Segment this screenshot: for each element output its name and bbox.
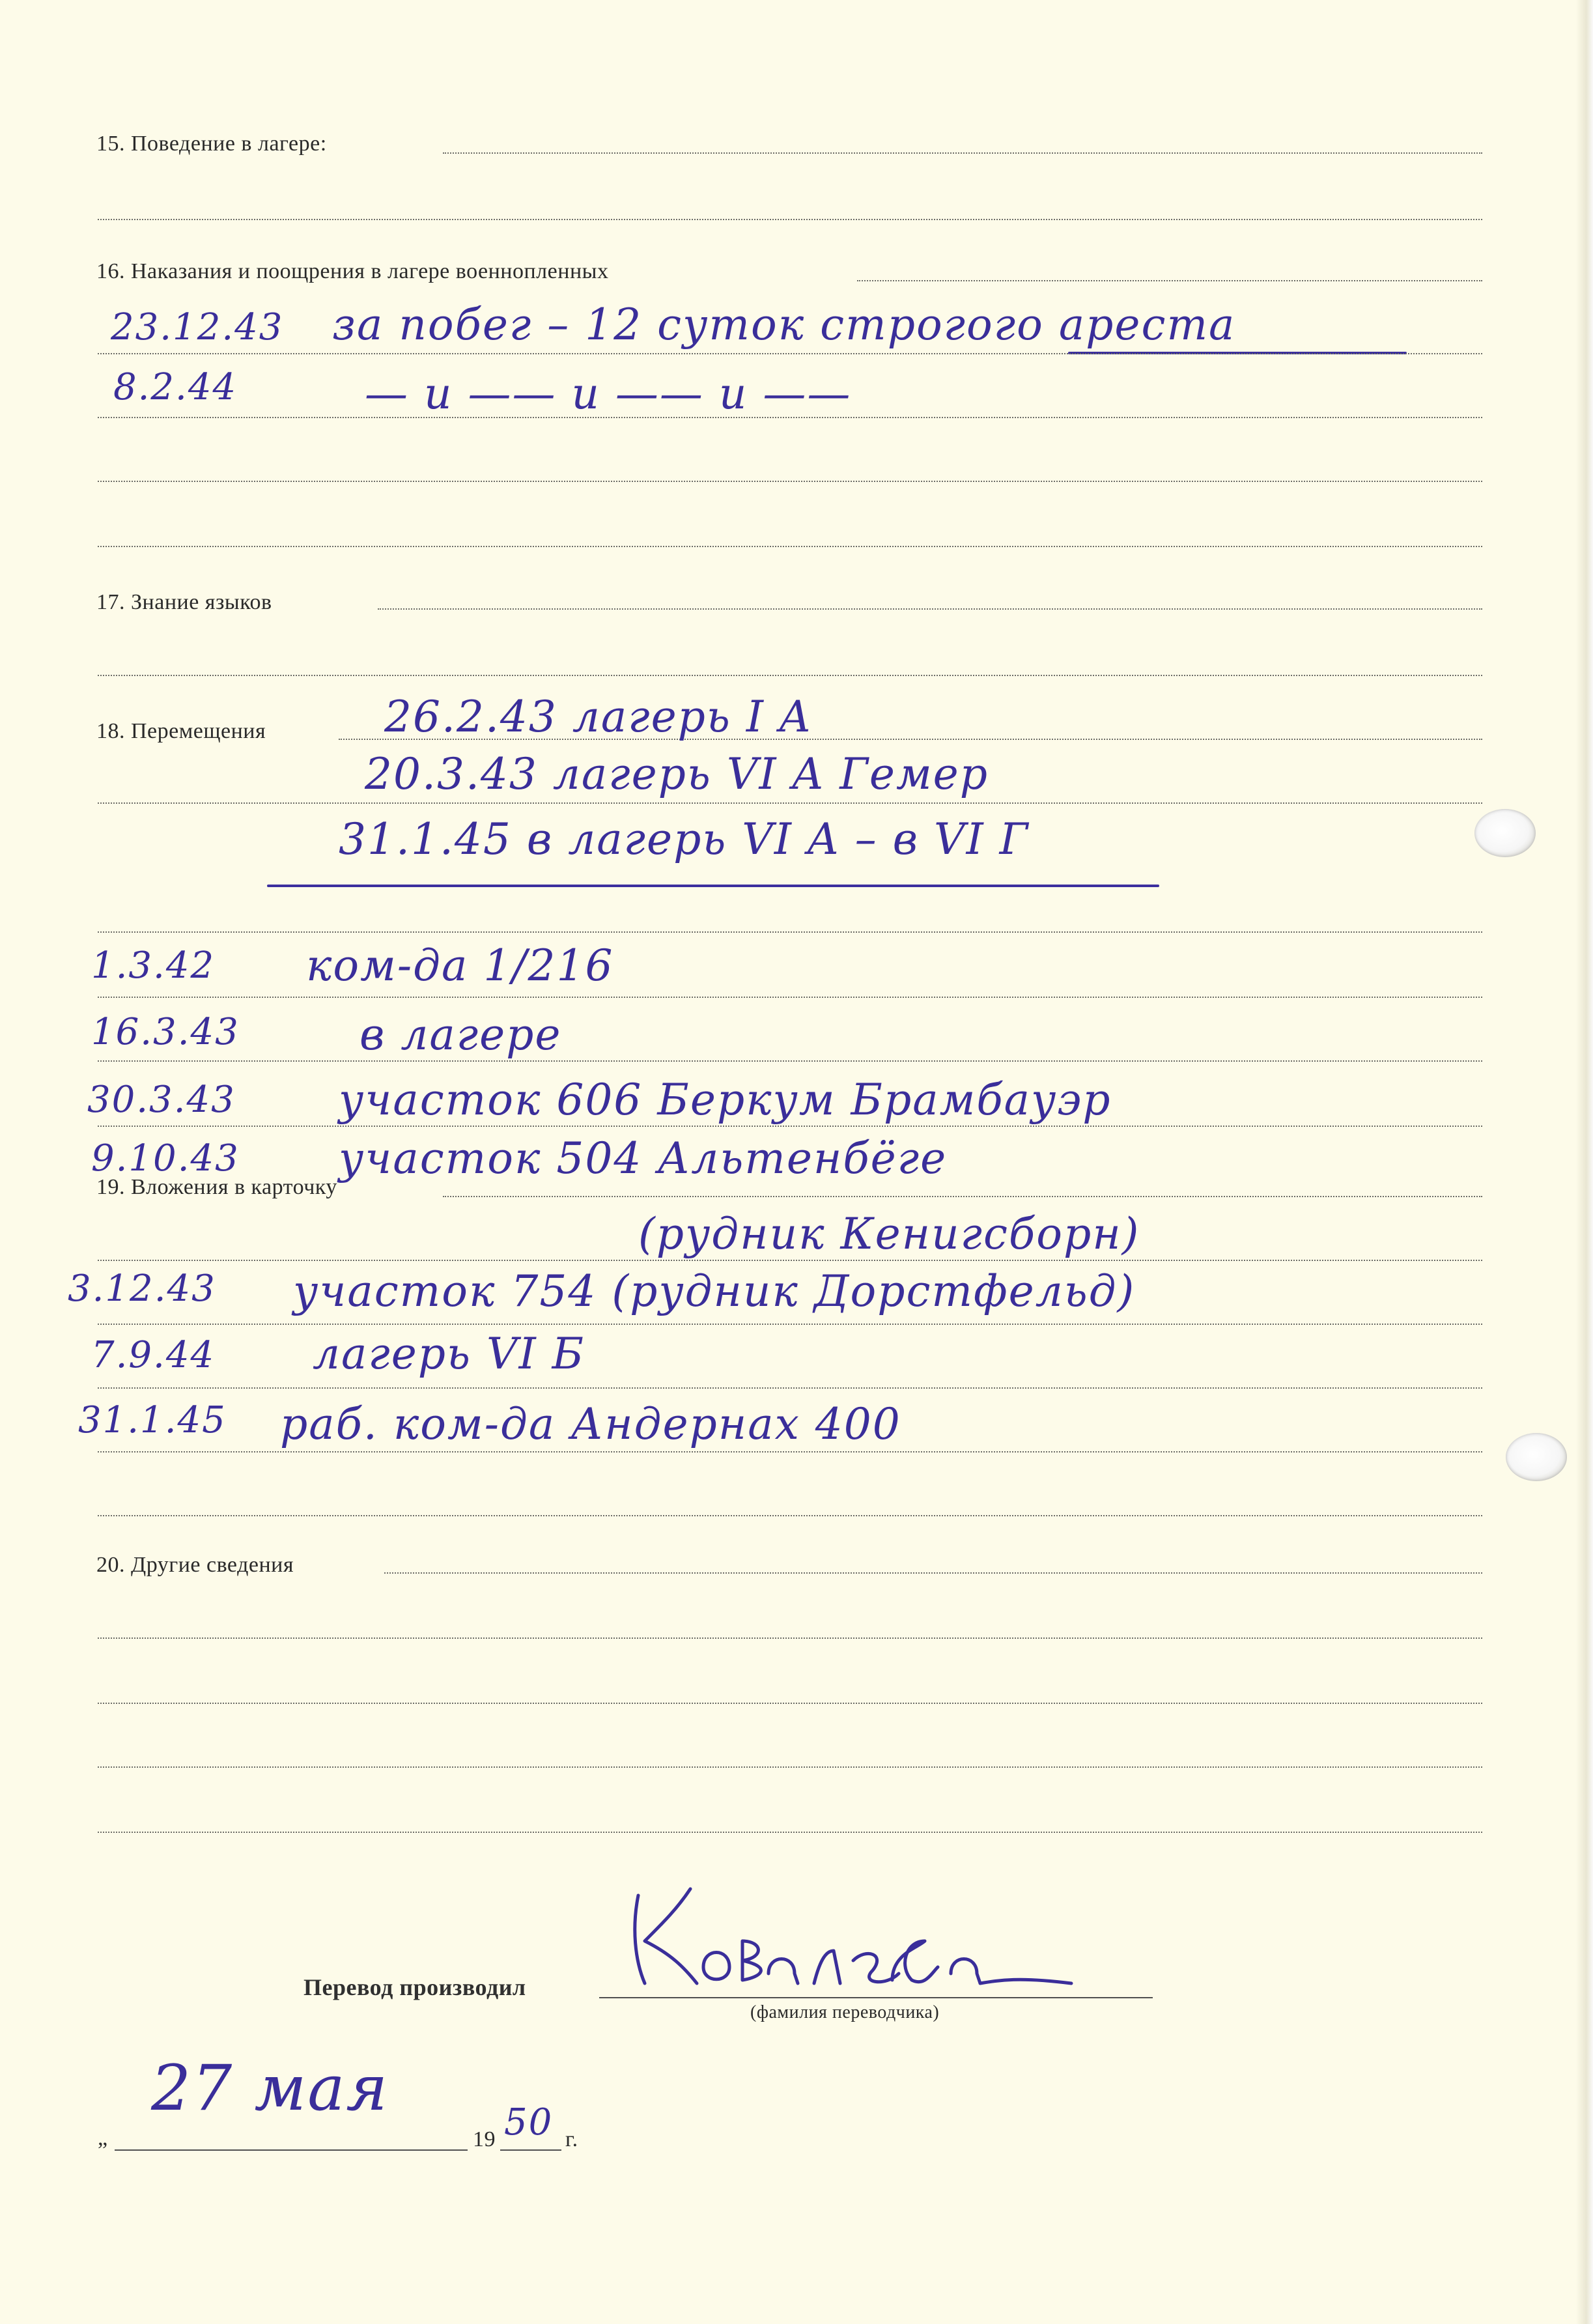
field-17-rule xyxy=(378,608,1482,610)
field-20-rule xyxy=(384,1572,1482,1574)
field-19-rule-4 xyxy=(98,1387,1482,1389)
work-entry-1-date: 1.3.42 xyxy=(91,944,216,987)
work-entry-6-text: участок 754 (рудник Дорстфельд) xyxy=(293,1266,1136,1316)
field-19-rule-5 xyxy=(98,1451,1482,1452)
work-entry-7-text: лагерь VI Б xyxy=(313,1329,585,1379)
work-entry-6-date: 3.12.43 xyxy=(68,1268,216,1310)
field-18-rule-4 xyxy=(98,997,1482,998)
work-entry-3-text: участок 606 Беркум Брамбауэр xyxy=(339,1075,1112,1125)
page-edge-shadow xyxy=(1576,0,1593,2324)
field-16-rule-3 xyxy=(98,417,1482,418)
field-16-rule-5 xyxy=(98,546,1482,547)
field-16-rule-2 xyxy=(98,353,1482,354)
field-15-label: 15. Поведение в лагере: xyxy=(96,132,327,156)
translator-signature xyxy=(619,1869,1075,2000)
work-entry-3-date: 30.3.43 xyxy=(87,1079,236,1121)
field-16-rule xyxy=(857,280,1482,281)
field-18-entry-2: 20.3.43 лагерь VI A Гемер xyxy=(365,749,989,799)
work-entry-5-text: (рудник Кенигсборн) xyxy=(638,1209,1140,1259)
work-entry-2-date: 16.3.43 xyxy=(91,1011,240,1053)
field-18-rule-2 xyxy=(98,802,1482,804)
field-16-entry-1-text: за побег – 12 суток строгого ареста xyxy=(332,300,1236,350)
field-16-entry-2-date: 8.2.44 xyxy=(113,366,238,408)
field-20-label: 20. Другие сведения xyxy=(96,1553,294,1577)
field-20-rule-4 xyxy=(98,1766,1482,1768)
field-18-rule-6 xyxy=(98,1126,1482,1127)
work-entry-4-text: участок 504 Альтенбёге xyxy=(339,1133,948,1183)
translator-caption: (фамилия переводчика) xyxy=(750,2002,940,2022)
work-entry-7-date: 7.9.44 xyxy=(91,1334,216,1376)
field-16-label: 16. Наказания и поощрения в лагере военнопленных xyxy=(96,259,609,283)
work-entry-4-date: 9.10.43 xyxy=(91,1137,240,1180)
date-rule xyxy=(115,2149,468,2151)
field-15-rule xyxy=(443,152,1482,154)
work-entry-1-text: ком-да 1/216 xyxy=(306,941,614,991)
punch-hole-bottom xyxy=(1506,1433,1567,1481)
field-19-rule-3 xyxy=(98,1324,1482,1325)
date-year-prefix: 19 xyxy=(473,2127,496,2151)
field-20-rule-2 xyxy=(98,1637,1482,1639)
field-18-closing-line xyxy=(267,885,1159,887)
field-18-entry-1: 26.2.43 лагерь I A xyxy=(384,692,812,742)
field-19-rule-2 xyxy=(98,1260,1482,1261)
field-19-rule-6 xyxy=(98,1515,1482,1516)
date-open-quote: „ xyxy=(98,2126,108,2150)
date-year-rule xyxy=(500,2149,561,2151)
work-entry-2-text: в лагере xyxy=(359,1010,562,1060)
field-17-label: 17. Знание языков xyxy=(96,590,272,614)
field-19-label: 19. Вложения в карточку xyxy=(96,1175,337,1199)
field-18-rule-3 xyxy=(98,931,1482,933)
work-entry-8-text: раб. ком-да Андернах 400 xyxy=(280,1399,901,1449)
field-18-rule-5 xyxy=(98,1060,1482,1062)
field-20-rule-3 xyxy=(98,1703,1482,1704)
punch-hole-top xyxy=(1474,809,1536,857)
date-year-suffix: 50 xyxy=(504,2101,554,2144)
field-16-entry-1-date: 23.12.43 xyxy=(111,306,284,348)
field-19-rule xyxy=(443,1196,1482,1197)
field-18-label: 18. Перемещения xyxy=(96,719,266,743)
date-day-month: 27 мая xyxy=(151,2052,389,2125)
field-17-rule-2 xyxy=(98,675,1482,676)
field-15-rule-2 xyxy=(98,219,1482,220)
date-suffix: г. xyxy=(565,2127,578,2151)
translator-label: Перевод производил xyxy=(303,1974,526,2000)
field-16-rule-4 xyxy=(98,481,1482,482)
field-16-entry-2-text: — и —— и —— и —— xyxy=(365,369,852,419)
work-entry-8-date: 31.1.45 xyxy=(78,1399,227,1441)
field-18-entry-3: 31.1.45 в лагерь VI A – в VI Г xyxy=(339,814,1030,864)
field-20-rule-5 xyxy=(98,1832,1482,1833)
